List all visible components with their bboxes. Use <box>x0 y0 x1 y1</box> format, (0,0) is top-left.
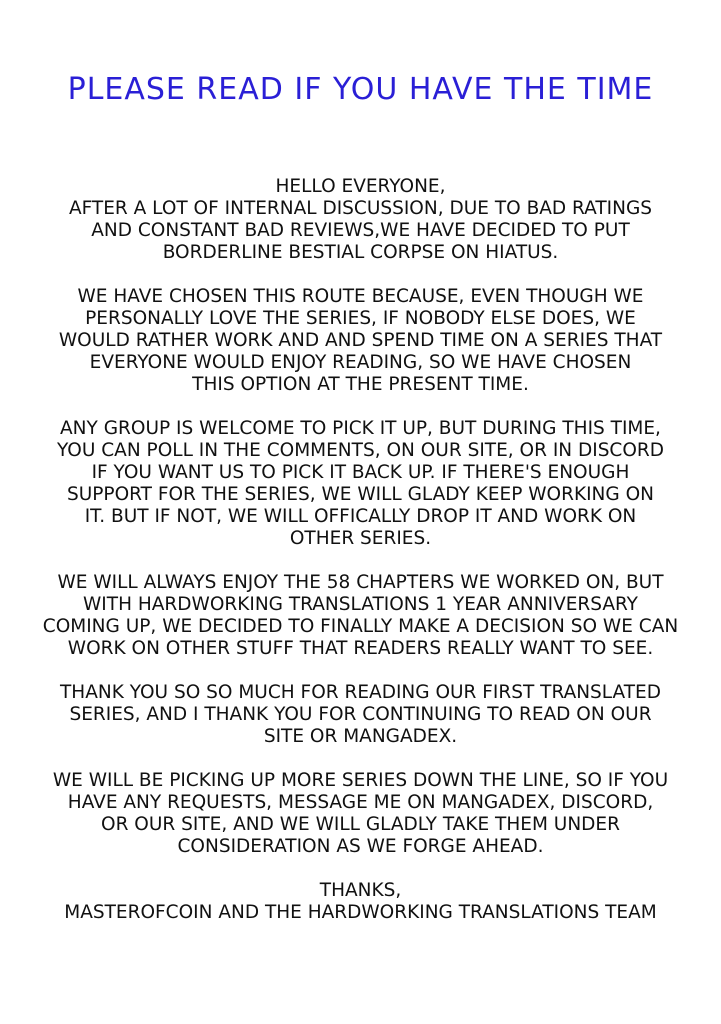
text-line: BORDERLINE BESTIAL CORPSE ON HIATUS. <box>162 242 559 263</box>
text-line: WE WILL BE PICKING UP MORE SERIES DOWN THE LINE, SO IF YOU <box>52 770 669 791</box>
paragraph-requests <box>0 770 721 858</box>
text-line: WOULD RATHER WORK AND AND SPEND TIME ON A SERIES THAT <box>58 330 663 351</box>
text-line: HELLO EVERYONE, <box>275 176 446 197</box>
paragraph-pickup <box>0 418 721 550</box>
text-line: AND CONSTANT BAD REVIEWS,WE HAVE DECIDED TO PUT <box>91 220 630 241</box>
text-line: PERSONALLY LOVE THE SERIES, IF NOBODY ELSE DOES, WE <box>85 308 636 329</box>
text-line: SERIES, AND I THANK YOU FOR CONTINUING TO READ ON OUR <box>69 704 652 725</box>
text-line: EVERYONE WOULD ENJOY READING, SO WE HAVE CHOSEN <box>89 352 632 373</box>
text-line: THANK YOU SO SO MUCH FOR READING OUR FIRST TRANSLATED <box>59 682 661 703</box>
text-line: SUPPORT FOR THE SERIES, WE WILL GLADY KEEP WORKING ON <box>66 484 655 505</box>
text-line: HAVE ANY REQUESTS, MESSAGE ME ON MANGADEX, DISCORD, <box>67 792 654 813</box>
text-line: MASTEROFCOIN AND THE HARDWORKING TRANSLATIONS TEAM <box>64 902 657 923</box>
notice-body <box>0 176 721 946</box>
text-line: AFTER A LOT OF INTERNAL DISCUSSION, DUE TO BAD RATINGS <box>68 198 653 219</box>
text-line: IF YOU WANT US TO PICK IT BACK UP. IF THERE'S ENOUGH <box>91 462 630 483</box>
text-line: THANKS, <box>319 880 402 901</box>
text-line: WE WILL ALWAYS ENJOY THE 58 CHAPTERS WE WORKED ON, BUT <box>57 572 664 593</box>
text-line: WORK ON OTHER STUFF THAT READERS REALLY WANT TO SEE. <box>67 638 654 659</box>
text-line: OTHER SERIES. <box>289 528 432 549</box>
paragraph-reason <box>0 286 721 396</box>
text-line: IT. BUT IF NOT, WE WILL OFFICALLY DROP IT AND WORK ON <box>84 506 637 527</box>
text-line: WITH HARDWORKING TRANSLATIONS 1 YEAR ANNIVERSARY <box>83 594 638 615</box>
text-line: YOU CAN POLL IN THE COMMENTS, ON OUR SITE, OR IN DISCORD <box>56 440 665 461</box>
text-line: OR OUR SITE, AND WE WILL GLADLY TAKE THEM UNDER <box>101 814 620 835</box>
text-line: ANY GROUP IS WELCOME TO PICK IT UP, BUT DURING THIS TIME, <box>60 418 661 439</box>
paragraph-signoff <box>0 880 721 924</box>
paragraph-greeting <box>0 176 721 264</box>
text-line: THIS OPTION AT THE PRESENT TIME. <box>192 374 529 395</box>
text-line: COMING UP, WE DECIDED TO FINALLY MAKE A DECISION SO WE CAN <box>42 616 679 637</box>
page-title: PLEASE READ IF YOU HAVE THE TIME <box>67 72 654 107</box>
paragraph-thanks <box>0 682 721 748</box>
text-line: SITE OR MANGADEX. <box>263 726 458 747</box>
text-line: CONSIDERATION AS WE FORGE AHEAD. <box>177 836 544 857</box>
paragraph-anniversary <box>0 572 721 660</box>
text-line: WE HAVE CHOSEN THIS ROUTE BECAUSE, EVEN THOUGH WE <box>77 286 644 307</box>
